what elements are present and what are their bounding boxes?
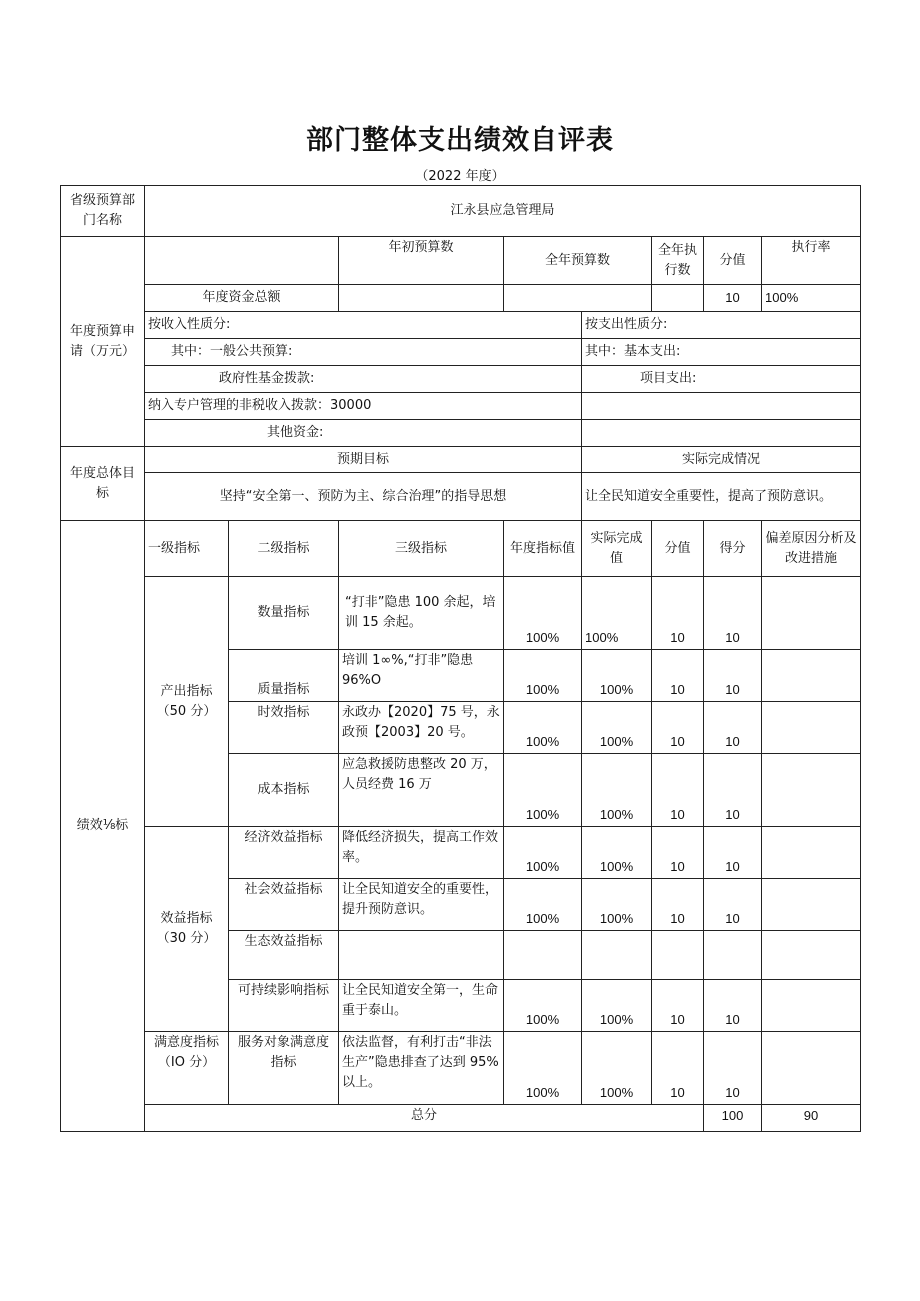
actual-value-cell: 100% <box>582 827 652 879</box>
actual-value-cell: 100% <box>582 1032 652 1105</box>
goals-expected-header: 预期目标 <box>145 447 582 473</box>
dept-label: 省级预算部门名称 <box>61 186 145 237</box>
level2-cell: 生态效益指标 <box>229 931 339 980</box>
annual-value-cell: 100% <box>504 577 582 650</box>
actual-value-cell <box>582 931 652 980</box>
deviation-cell <box>762 577 861 650</box>
annual-value-cell <box>504 931 582 980</box>
total-score-value-cell: 100 <box>704 1105 762 1132</box>
budget-nature-row <box>61 312 861 339</box>
score-value-cell: 10 <box>652 879 704 931</box>
score-cell: 10 <box>704 650 762 702</box>
indicator-row <box>61 577 861 650</box>
annual-value-cell: 100% <box>504 650 582 702</box>
level2-cell: 经济效益指标 <box>229 827 339 879</box>
header-ind-score: 得分 <box>704 521 762 577</box>
total-initial-value <box>339 285 504 312</box>
goals-actual: 让全民知道安全重要性，提高了预防意识。 <box>582 473 861 521</box>
budget-section-label: 年度预算申请（万元） <box>61 237 145 447</box>
satisfaction-indicator-label: 满意度指标（IO 分） <box>145 1032 229 1105</box>
annual-value-cell: 100% <box>504 879 582 931</box>
header-score-value: 分值 <box>704 237 762 285</box>
goals-content-row <box>61 473 861 521</box>
actual-value-cell: 100% <box>582 577 652 650</box>
output-indicator-label: 产出指标（50 分） <box>145 577 229 827</box>
deviation-cell <box>762 1032 861 1105</box>
level3-cell: 培训 1∞%,“打非”隐患 96%O <box>339 650 504 702</box>
by-income-label: 按收入性质分: <box>145 312 582 339</box>
level2-cell: 可持续影响指标 <box>229 980 339 1032</box>
level3-cell: 永政办【2020】75 号，永政预【2003】20 号。 <box>339 702 504 754</box>
budget-total-row <box>61 285 861 312</box>
annual-value-cell: 100% <box>504 1032 582 1105</box>
general-public-label: 其中：一般公共预算: <box>145 339 582 366</box>
deviation-cell <box>762 702 861 754</box>
total-funds-label: 年度资金总额 <box>145 285 339 312</box>
actual-value-cell: 100% <box>582 702 652 754</box>
indicator-row <box>61 1032 861 1105</box>
total-full-year-value <box>504 285 652 312</box>
total-executed-value <box>652 285 704 312</box>
budget-gov-fund-row <box>61 366 861 393</box>
score-cell: 10 <box>704 702 762 754</box>
year-subtitle: （2022 年度） <box>415 169 505 184</box>
deviation-cell <box>762 650 861 702</box>
header-deviation: 偏差原因分析及改进措施 <box>762 521 861 577</box>
total-exec-rate: 100% <box>762 285 861 312</box>
total-row <box>61 1105 861 1132</box>
header-annual-value: 年度指标值 <box>504 521 582 577</box>
score-value-cell: 10 <box>652 650 704 702</box>
actual-value-cell: 100% <box>582 754 652 827</box>
budget-other-row <box>61 420 861 447</box>
level3-cell: 让全民知道安全第一，生命重于泰山。 <box>339 980 504 1032</box>
header-actual-value: 实际完成值 <box>582 521 652 577</box>
indicators-section-label: 绩效⅛标 <box>61 521 145 1132</box>
header-full-year-budget: 全年预算数 <box>504 237 652 285</box>
level3-cell <box>339 931 504 980</box>
nontax-label: 纳入专户管理的非税收入拨款：30000 <box>145 393 582 420</box>
header-level3: 三级指标 <box>339 521 504 577</box>
header-initial-budget: 年初预算数 <box>339 237 504 285</box>
by-expense-label: 按支出性质分: <box>582 312 861 339</box>
level2-cell: 质量指标 <box>229 650 339 702</box>
evaluation-table <box>60 185 861 1132</box>
header-executed: 全年执行数 <box>652 237 704 285</box>
level3-cell: 让全民知道安全的重要性，提升预防意识。 <box>339 879 504 931</box>
header-exec-rate: 执行率 <box>762 237 861 285</box>
goals-actual-header: 实际完成情况 <box>582 447 861 473</box>
dept-value: 江永县应急管理局 <box>145 186 861 237</box>
annual-value-cell: 100% <box>504 702 582 754</box>
annual-value-cell: 100% <box>504 754 582 827</box>
deviation-cell <box>762 754 861 827</box>
level2-cell: 成本指标 <box>229 754 339 827</box>
total-score-value: 10 <box>704 285 762 312</box>
budget-header-blank <box>145 237 339 285</box>
goals-section-label: 年度总体目标 <box>61 447 145 521</box>
level2-cell: 数量指标 <box>229 577 339 650</box>
score-value-cell: 10 <box>652 702 704 754</box>
benefit-indicator-label: 效益指标（30 分） <box>145 827 229 1032</box>
header-level1: 一级指标 <box>145 521 229 577</box>
deviation-cell <box>762 827 861 879</box>
other-funds-blank <box>582 420 861 447</box>
score-value-cell: 10 <box>652 1032 704 1105</box>
actual-value-cell: 100% <box>582 980 652 1032</box>
score-cell: 10 <box>704 827 762 879</box>
basic-expense-label: 其中：基本支出: <box>582 339 861 366</box>
level3-cell: 降低经济损失，提高工作效率。 <box>339 827 504 879</box>
gov-fund-label: 政府性基金拨款: <box>145 366 582 393</box>
score-value-cell: 10 <box>652 577 704 650</box>
score-cell <box>704 931 762 980</box>
score-value-cell: 10 <box>652 980 704 1032</box>
other-funds-label: 其他资金: <box>145 420 582 447</box>
header-level2: 二级指标 <box>229 521 339 577</box>
level2-cell: 服务对象满意度指标 <box>229 1032 339 1105</box>
level3-cell: 应急救援防患整改 20 万，人员经费 16 万 <box>339 754 504 827</box>
budget-nontax-row <box>61 393 861 420</box>
page-title: 部门整体支出绩效自评表 <box>306 125 614 156</box>
goals-expected: 坚持“安全第一、预防为主、综合治理”的指导思想 <box>145 473 582 521</box>
level3-cell: 依法监督，有利打击“非法生产”隐患排查了达到 95%以上。 <box>339 1032 504 1105</box>
budget-general-row <box>61 339 861 366</box>
score-value-cell: 10 <box>652 754 704 827</box>
level2-cell: 时效指标 <box>229 702 339 754</box>
score-value-cell: 10 <box>652 827 704 879</box>
score-cell: 10 <box>704 754 762 827</box>
actual-value-cell: 100% <box>582 650 652 702</box>
actual-value-cell: 100% <box>582 879 652 931</box>
nontax-blank <box>582 393 861 420</box>
project-expense-label: 项目支出: <box>582 366 861 393</box>
deviation-cell <box>762 980 861 1032</box>
header-ind-score-value: 分值 <box>652 521 704 577</box>
indicator-row <box>61 827 861 879</box>
score-value-cell <box>652 931 704 980</box>
score-cell: 10 <box>704 879 762 931</box>
budget-header-row <box>61 237 861 285</box>
score-cell: 10 <box>704 577 762 650</box>
annual-value-cell: 100% <box>504 827 582 879</box>
deviation-cell <box>762 879 861 931</box>
level2-cell: 社会效益指标 <box>229 879 339 931</box>
level3-cell: “打非”隐患 100 余起，培训 15 余起。 <box>339 577 504 650</box>
indicators-header-row <box>61 521 861 577</box>
dept-row <box>61 186 861 237</box>
total-label: 总分 <box>145 1105 704 1132</box>
annual-value-cell: 100% <box>504 980 582 1032</box>
score-cell: 10 <box>704 1032 762 1105</box>
goals-header-row <box>61 447 861 473</box>
total-score-cell: 90 <box>762 1105 861 1132</box>
score-cell: 10 <box>704 980 762 1032</box>
deviation-cell <box>762 931 861 980</box>
